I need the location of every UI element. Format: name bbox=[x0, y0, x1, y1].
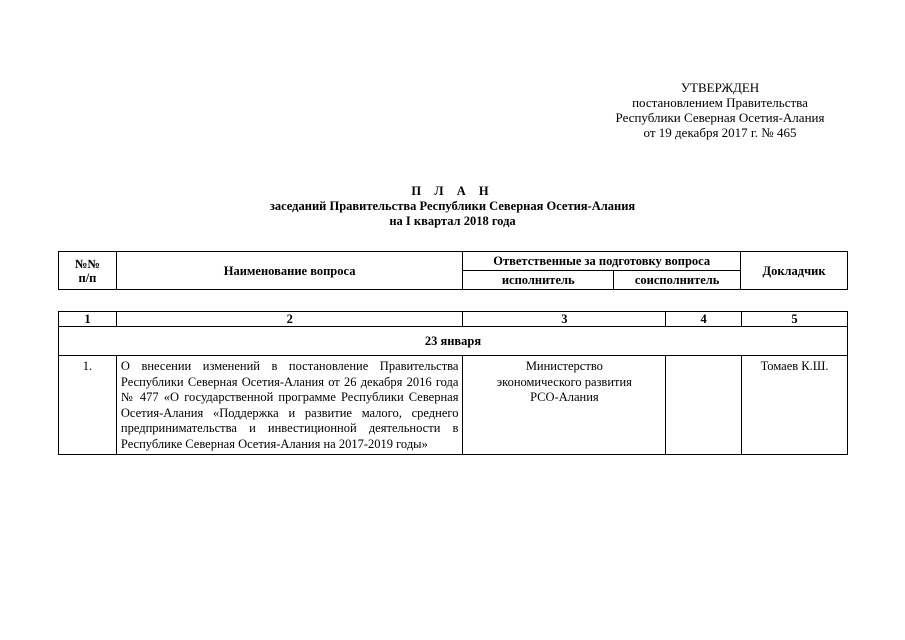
column-number: 3 bbox=[463, 312, 666, 327]
row-executor-line2: экономического развития bbox=[496, 374, 632, 389]
row-executor-line3: РСО-Алания bbox=[530, 390, 599, 404]
approval-line-resolution: постановлением Правительства bbox=[632, 95, 808, 110]
row-executor bbox=[463, 356, 666, 455]
row-coexecutor bbox=[666, 356, 742, 455]
header-table bbox=[58, 251, 848, 290]
header-num-line1: №№ bbox=[74, 256, 100, 271]
header-num-line2: п/п bbox=[78, 270, 97, 285]
header-num bbox=[59, 252, 117, 290]
plan-subtitle: заседаний Правительства Республики Северная Осетия-Алания bbox=[269, 199, 636, 213]
header-speaker: Докладчик bbox=[741, 252, 848, 290]
header-executor: исполнитель bbox=[463, 271, 614, 290]
approval-block bbox=[560, 80, 880, 140]
plan-title-block bbox=[0, 184, 905, 229]
header-coexecutor: соисполнитель bbox=[614, 271, 741, 290]
approval-line-republic: Республики Северная Осетия-Алания bbox=[615, 110, 825, 125]
header-responsible: Ответственные за подготовку вопроса bbox=[463, 252, 741, 271]
row-number: 1. bbox=[59, 356, 117, 455]
date-row bbox=[59, 327, 848, 356]
row-question: О внесении изменений в постановление Правительства Республики Северная Осетия-Алания от 26 декабря 2016 года № 477 «О государственной программе Республики Северная Осетия-Алания «Поддержка и развитие малого, среднего предпринимательства и инвестиционной деятельности в Республике Северная Осетия-Алания на 2017-2019 годы» bbox=[116, 356, 463, 455]
date-label: 23 января bbox=[59, 327, 848, 356]
column-number: 2 bbox=[116, 312, 463, 327]
column-number: 1 bbox=[59, 312, 117, 327]
plan-title: П Л А Н bbox=[411, 184, 494, 198]
column-number: 4 bbox=[666, 312, 742, 327]
table-row bbox=[59, 356, 848, 455]
column-numbers-row bbox=[59, 312, 848, 327]
approval-line-date: от 19 декабря 2017 г. № 465 bbox=[643, 125, 797, 140]
plan-period: на I квартал 2018 года bbox=[389, 214, 516, 228]
header-question: Наименование вопроса bbox=[116, 252, 462, 290]
approval-heading: УТВЕРЖДЕН bbox=[680, 80, 760, 95]
row-speaker: Томаев К.Ш. bbox=[742, 356, 848, 455]
row-executor-line1: Министерство bbox=[525, 359, 603, 373]
column-number: 5 bbox=[742, 312, 848, 327]
main-table bbox=[58, 311, 848, 455]
